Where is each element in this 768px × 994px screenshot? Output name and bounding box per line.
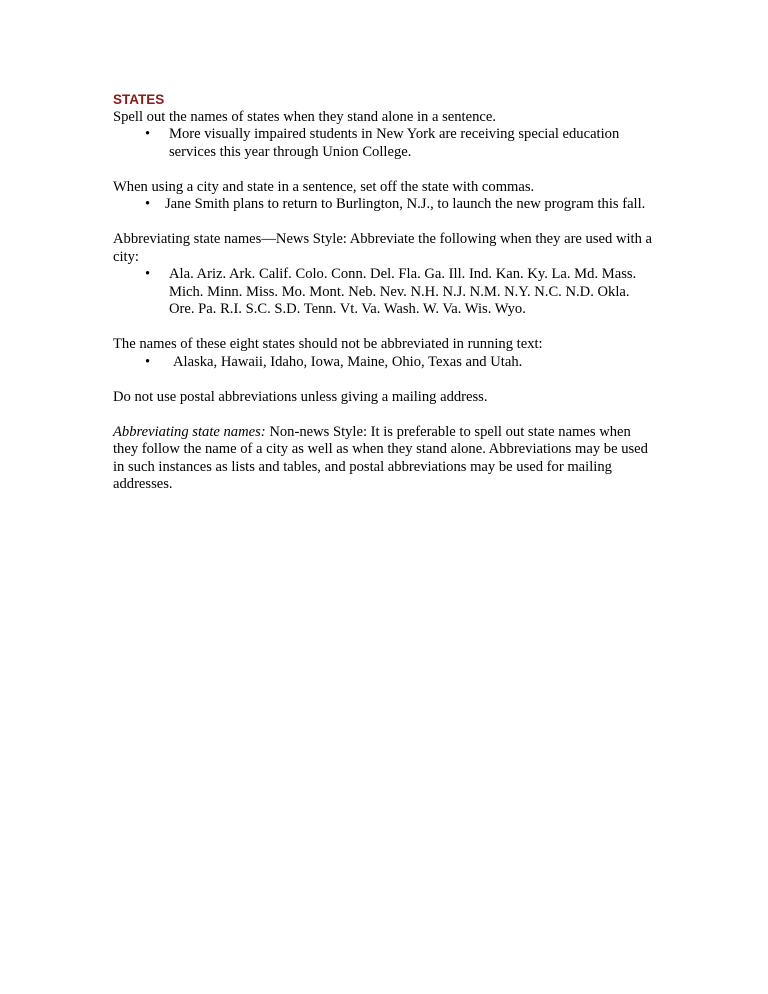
italic-lead: Abbreviating state names: bbox=[113, 423, 266, 440]
paragraph-non-news-style bbox=[113, 424, 658, 494]
list-item-text: Alaska, Hawaii, Idaho, Iowa, Maine, Ohio, Texas and Utah. bbox=[173, 353, 523, 370]
paragraph-city-state: When using a city and state in a sentence, set off the state with commas. bbox=[113, 178, 535, 195]
bullet-list-2 bbox=[113, 196, 658, 214]
list-item bbox=[113, 266, 658, 319]
list-item bbox=[113, 354, 658, 372]
bullet-icon: • bbox=[145, 353, 151, 370]
bullet-list-4 bbox=[113, 354, 658, 372]
list-item-text: More visually impaired students in New York are receiving special education services this year through Union College. bbox=[169, 126, 620, 160]
paragraph-news-style: Abbreviating state names—News Style: Abbreviate the following when they are used with a city: bbox=[113, 231, 653, 265]
bullet-list-3 bbox=[113, 266, 658, 319]
bullet-icon: • bbox=[145, 126, 151, 142]
paragraph-spell-out: Spell out the names of states when they stand alone in a sentence. bbox=[113, 108, 496, 125]
list-item bbox=[113, 196, 658, 214]
document-body bbox=[113, 90, 658, 494]
section-heading: STATES bbox=[113, 92, 165, 107]
bullet-list-1 bbox=[113, 126, 658, 161]
list-item-text: Ala. Ariz. Ark. Calif. Colo. Conn. Del. Fla. Ga. Ill. Ind. Kan. Ky. La. Md. Mass. Mich. Minn. Miss. Mo. Mont. Neb. Nev. N.H. N.J. N.M. N.Y. N.C. N.D. Okla. Ore. Pa. R.I. S.C. S.D. Tenn. Vt. Va. Wash. W. Va. Wis. Wyo. bbox=[169, 266, 637, 317]
paragraph-eight-states: The names of these eight states should not be abbreviated in running text: bbox=[113, 336, 543, 352]
paragraph-postal: Do not use postal abbreviations unless giving a mailing address. bbox=[113, 388, 488, 405]
list-item-text: Jane Smith plans to return to Burlington, N.J., to launch the new program this fall. bbox=[165, 196, 646, 212]
paragraph-text: Non-news Style: It is preferable to spell out state names when they follow the name of a city as well as when they stand alone. Abbreviations may be used in such instances as lists and tables, and postal abbreviations may be used for mailing addresses. bbox=[113, 423, 648, 492]
list-item bbox=[113, 126, 658, 161]
bullet-icon: • bbox=[145, 196, 151, 212]
bullet-icon: • bbox=[145, 266, 151, 282]
